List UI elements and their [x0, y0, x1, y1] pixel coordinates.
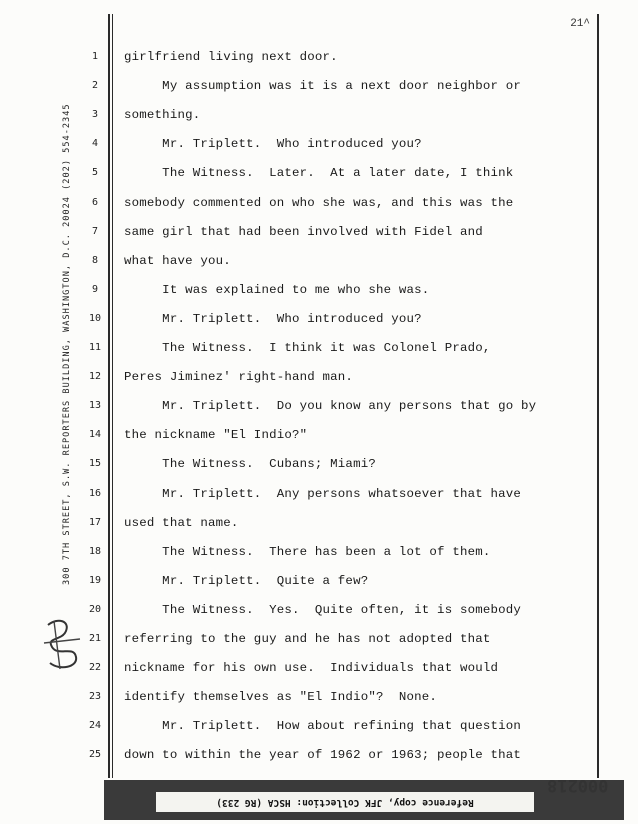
document-stamp-number: 000218 — [546, 775, 608, 795]
line-number: 11 — [88, 342, 102, 353]
transcript-line: The Witness. I think it was Colonel Prado, — [124, 341, 491, 355]
line-number: 5 — [91, 167, 99, 179]
reporter-margin-text: 300 7TH STREET, S.W. REPORTERS BUILDING, WASHINGTON, D.C. 20024 (202) 554-2345 — [62, 103, 72, 585]
line-number: 15 — [88, 458, 102, 470]
line-number: 13 — [88, 400, 102, 412]
transcript-line: Mr. Triplett. Who introduced you? — [124, 311, 422, 326]
handwritten-mark — [40, 615, 86, 675]
line-number: 14 — [88, 429, 102, 441]
line-number: 20 — [88, 603, 102, 615]
line-number: 24 — [88, 720, 102, 732]
line-number: 18 — [88, 545, 102, 557]
transcript-line: Mr. Triplett. Do you know any persons that go by — [124, 399, 537, 414]
page-number: 21^ — [570, 18, 590, 30]
line-number: 7 — [91, 225, 99, 237]
line-number: 3 — [91, 109, 99, 121]
transcript-line: identify themselves as "El Indio"? None. — [124, 690, 438, 705]
transcript-line: My assumption was it is a next door neighbor or — [124, 79, 522, 94]
transcript-line: Mr. Triplett. Who introduced you? — [124, 137, 422, 152]
line-number: 9 — [91, 283, 99, 295]
transcript-line: The Witness. Yes. Quite often, it is somebody — [124, 602, 522, 617]
line-number: 23 — [88, 691, 102, 703]
transcript-line: The Witness. Cubans; Miami? — [124, 457, 376, 472]
transcript-line: The Witness. Later. At a later date, I think — [124, 166, 514, 181]
line-number: 19 — [88, 574, 102, 586]
line-number: 10 — [88, 312, 102, 324]
transcript-line: nickname for his own use. Individuals that would — [124, 661, 499, 676]
transcript-line: same girl that had been involved with Fidel and — [124, 224, 483, 239]
transcript-line: down to within the year of 1962 or 1963; people that — [124, 748, 522, 763]
transcript-line: Mr. Triplett. Any persons whatsoever that have — [124, 486, 522, 501]
line-number: 6 — [91, 196, 99, 208]
line-number: 22 — [88, 662, 102, 674]
transcript-line: something. — [124, 108, 201, 123]
transcript-line: girlfriend living next door. — [124, 50, 338, 64]
transcript-line: used that name. — [124, 515, 239, 530]
transcript-line: The Witness. There has been a lot of them. — [124, 544, 491, 559]
line-number: 4 — [91, 138, 99, 150]
line-number: 1 — [91, 51, 99, 62]
line-number: 25 — [88, 749, 102, 761]
line-number: 8 — [91, 254, 99, 266]
line-number: 21 — [88, 633, 102, 644]
line-number: 12 — [88, 371, 102, 383]
line-number: 17 — [88, 516, 102, 528]
transcript-line: Peres Jiminez' right-hand man. — [124, 370, 354, 385]
transcript-line: Mr. Triplett. How about refining that question — [124, 719, 522, 734]
transcript-line: the nickname "El Indio?" — [124, 428, 308, 443]
left-margin-rule-inner — [112, 14, 113, 778]
transcript-line: referring to the guy and he has not adopted that — [124, 632, 491, 646]
transcript-line: somebody commented on who she was, and this was the — [124, 195, 514, 210]
right-margin-rule — [597, 14, 599, 778]
left-margin-rule — [108, 14, 110, 778]
line-number: 2 — [91, 80, 99, 92]
line-number: 16 — [88, 487, 102, 499]
transcript-line: It was explained to me who she was. — [124, 282, 430, 297]
archive-reference-label: Reference copy, JFK Collection: HSCA (RG 233) — [156, 792, 534, 812]
transcript-line: what have you. — [124, 253, 231, 268]
transcript-line: Mr. Triplett. Quite a few? — [124, 573, 369, 588]
